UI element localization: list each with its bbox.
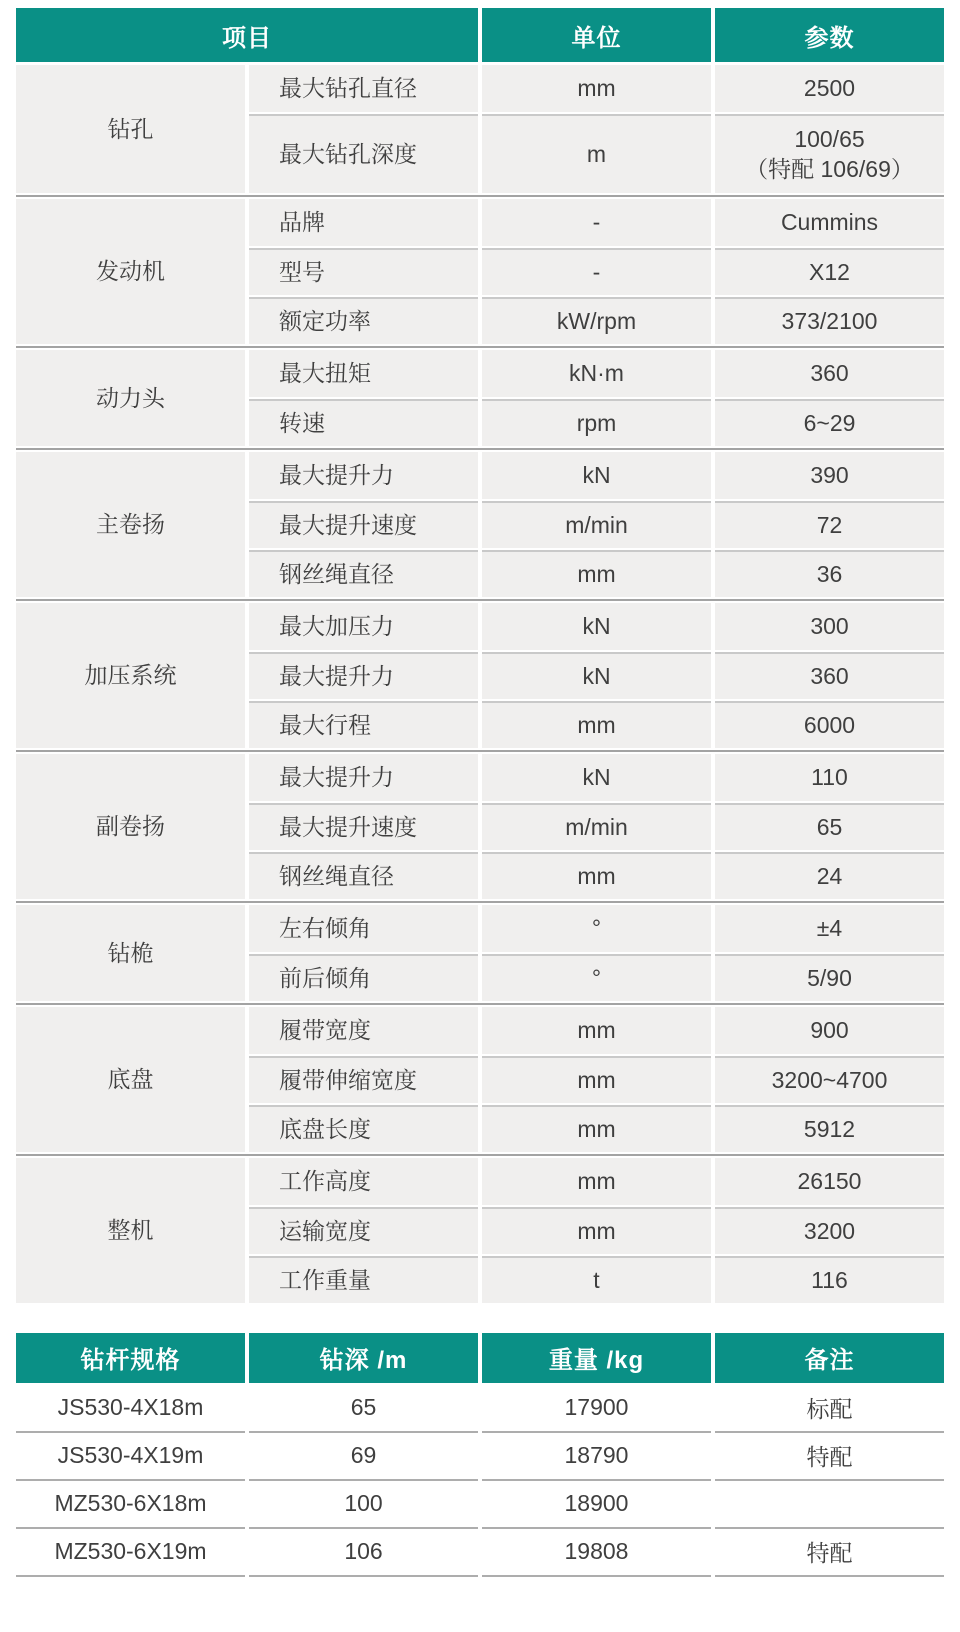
- spec-value-cell: 2500: [715, 65, 944, 112]
- spec-unit-cell: kN: [482, 603, 711, 650]
- spec-item-cell: 钢丝绳直径: [249, 852, 478, 899]
- spec-group: [16, 195, 944, 344]
- pipe-spec-cell: JS530-4X18m: [16, 1385, 245, 1433]
- main-spec-table: [16, 8, 944, 1303]
- spec-item-cell: 工作重量: [249, 1256, 478, 1303]
- spec-value-cell: ±4: [715, 905, 944, 952]
- spec-value-cell: 24: [715, 852, 944, 899]
- spec-value-cell: 373/2100: [715, 297, 944, 344]
- spec-value-cell: Cummins: [715, 199, 944, 246]
- spec-item-cell: 运输宽度: [249, 1207, 478, 1254]
- pipe-note-cell: 标配: [715, 1385, 944, 1433]
- pipe-spec-cell: MZ530-6X19m: [16, 1529, 245, 1577]
- spec-value-cell: 300: [715, 603, 944, 650]
- spec-value-cell: 65: [715, 803, 944, 850]
- group-name-cell: 发动机: [16, 199, 245, 344]
- spec-unit-cell: kN: [482, 652, 711, 699]
- spec-unit-cell: mm: [482, 550, 711, 597]
- group-name-cell: 加压系统: [16, 603, 245, 748]
- spec-unit-cell: kW/rpm: [482, 297, 711, 344]
- spec-unit-cell: t: [482, 1256, 711, 1303]
- pipe-header-cell: 钻杆规格: [16, 1333, 245, 1383]
- spec-value-cell: [715, 114, 944, 193]
- spec-unit-cell: mm: [482, 1056, 711, 1103]
- spec-value-line: 100/65: [794, 126, 865, 152]
- spec-item-cell: 最大提升速度: [249, 501, 478, 548]
- spec-unit-cell: kN: [482, 452, 711, 499]
- pipe-note-cell: [715, 1481, 944, 1529]
- spec-value-cell: 5912: [715, 1105, 944, 1152]
- spec-item-cell: 最大提升力: [249, 754, 478, 801]
- spec-unit-cell: mm: [482, 1105, 711, 1152]
- spec-unit-cell: m/min: [482, 803, 711, 850]
- spec-unit-cell: mm: [482, 1207, 711, 1254]
- group-name-cell: 钻桅: [16, 905, 245, 1001]
- spec-unit-cell: mm: [482, 701, 711, 748]
- header-unit: 单位: [482, 8, 711, 62]
- pipe-weight-cell: 17900: [482, 1385, 711, 1433]
- spec-value-cell: 390: [715, 452, 944, 499]
- pipe-depth-cell: 106: [249, 1529, 478, 1577]
- pipe-spec-table-header: [16, 1333, 944, 1383]
- spec-group: [16, 1154, 944, 1303]
- spec-value-cell: 72: [715, 501, 944, 548]
- spec-unit-cell: kN: [482, 754, 711, 801]
- spec-group: [16, 448, 944, 597]
- spec-unit-cell: m/min: [482, 501, 711, 548]
- pipe-note-cell: 特配: [715, 1433, 944, 1481]
- spec-group: [16, 599, 944, 748]
- pipe-depth-cell: 65: [249, 1385, 478, 1433]
- spec-item-cell: 最大提升力: [249, 452, 478, 499]
- spec-item-cell: 最大扭矩: [249, 350, 478, 397]
- spec-value-cell: 6~29: [715, 399, 944, 446]
- spec-value-cell: 36: [715, 550, 944, 597]
- spec-group: [16, 1003, 944, 1152]
- spec-item-cell: 最大提升力: [249, 652, 478, 699]
- spec-unit-cell: kN·m: [482, 350, 711, 397]
- spec-value-cell: 3200: [715, 1207, 944, 1254]
- spec-item-cell: 前后倾角: [249, 954, 478, 1001]
- spec-item-cell: 最大提升速度: [249, 803, 478, 850]
- spec-unit-cell: °: [482, 905, 711, 952]
- spec-item-cell: 底盘长度: [249, 1105, 478, 1152]
- spec-value-cell: 900: [715, 1007, 944, 1054]
- pipe-spec-table: [16, 1333, 944, 1577]
- pipe-weight-cell: 19808: [482, 1529, 711, 1577]
- spec-item-cell: 左右倾角: [249, 905, 478, 952]
- spec-value-cell: X12: [715, 248, 944, 295]
- spec-item-cell: 额定功率: [249, 297, 478, 344]
- header-item: 项目: [16, 8, 478, 62]
- spec-item-cell: 钢丝绳直径: [249, 550, 478, 597]
- spec-item-cell: 最大行程: [249, 701, 478, 748]
- spec-unit-cell: mm: [482, 1007, 711, 1054]
- spec-item-cell: 履带宽度: [249, 1007, 478, 1054]
- spec-value-cell: 360: [715, 350, 944, 397]
- spec-value-cell: 6000: [715, 701, 944, 748]
- spec-unit-cell: -: [482, 199, 711, 246]
- group-name-cell: 钻孔: [16, 65, 245, 193]
- spec-unit-cell: °: [482, 954, 711, 1001]
- spec-unit-cell: mm: [482, 65, 711, 112]
- pipe-depth-cell: 100: [249, 1481, 478, 1529]
- spec-unit-cell: rpm: [482, 399, 711, 446]
- group-name-cell: 副卷扬: [16, 754, 245, 899]
- pipe-weight-cell: 18900: [482, 1481, 711, 1529]
- spec-item-cell: 最大加压力: [249, 603, 478, 650]
- group-name-cell: 整机: [16, 1158, 245, 1303]
- spec-item-cell: 型号: [249, 248, 478, 295]
- spec-group: [16, 750, 944, 899]
- header-param: 参数: [715, 8, 944, 62]
- main-spec-table-body: [16, 65, 944, 1303]
- spec-value-cell: 26150: [715, 1158, 944, 1205]
- spec-value-cell: 5/90: [715, 954, 944, 1001]
- spec-item-cell: 最大钻孔深度: [249, 114, 478, 193]
- spec-value-cell: 110: [715, 754, 944, 801]
- pipe-spec-cell: JS530-4X19m: [16, 1433, 245, 1481]
- group-name-cell: 动力头: [16, 350, 245, 446]
- spec-unit-cell: mm: [482, 1158, 711, 1205]
- spec-group: [16, 65, 944, 193]
- pipe-spec-table-body: [16, 1385, 944, 1577]
- spec-item-cell: 履带伸缩宽度: [249, 1056, 478, 1103]
- spec-value-note: （特配 106/69）: [745, 156, 914, 183]
- spec-item-cell: 品牌: [249, 199, 478, 246]
- group-name-cell: 底盘: [16, 1007, 245, 1152]
- pipe-spec-cell: MZ530-6X18m: [16, 1481, 245, 1529]
- spec-unit-cell: m: [482, 114, 711, 193]
- spec-item-cell: 最大钻孔直径: [249, 65, 478, 112]
- spec-unit-cell: mm: [482, 852, 711, 899]
- pipe-header-cell: 备注: [715, 1333, 944, 1383]
- group-name-cell: 主卷扬: [16, 452, 245, 597]
- pipe-note-cell: 特配: [715, 1529, 944, 1577]
- pipe-header-cell: 钻深 /m: [249, 1333, 478, 1383]
- main-spec-table-header: [16, 8, 944, 62]
- spec-item-cell: 工作高度: [249, 1158, 478, 1205]
- pipe-depth-cell: 69: [249, 1433, 478, 1481]
- spec-group: [16, 346, 944, 446]
- spec-unit-cell: -: [482, 248, 711, 295]
- pipe-header-cell: 重量 /kg: [482, 1333, 711, 1383]
- spec-value-cell: 3200~4700: [715, 1056, 944, 1103]
- spec-group: [16, 901, 944, 1001]
- spec-value-cell: 116: [715, 1256, 944, 1303]
- pipe-weight-cell: 18790: [482, 1433, 711, 1481]
- spec-value-cell: 360: [715, 652, 944, 699]
- spec-item-cell: 转速: [249, 399, 478, 446]
